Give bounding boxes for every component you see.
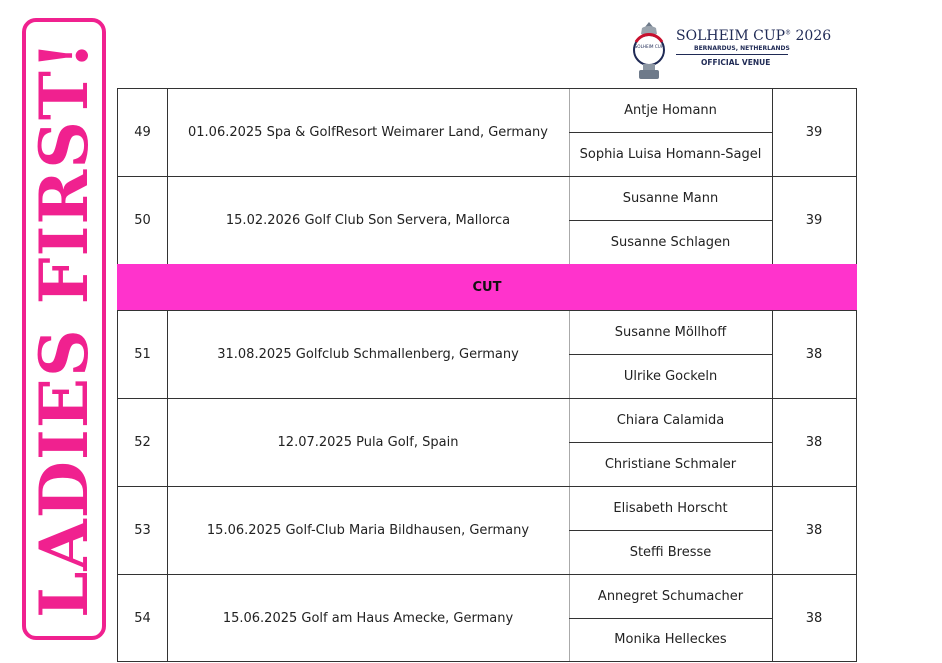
player-pair [569, 575, 773, 661]
table-row [117, 88, 857, 176]
score: 38 [805, 610, 823, 626]
event-info: 31.08.2025 Golfclub Schmallenberg, Germany [167, 311, 570, 398]
score: 39 [805, 125, 823, 140]
rank-number: 50 [118, 177, 168, 264]
player-name: Steffi Bresse [629, 545, 712, 560]
event-info: 12.07.2025 Pula Golf, Spain [167, 399, 570, 486]
cup-text: SOLHEIM CUP [634, 44, 664, 49]
event-info: 15.06.2025 Golf-Club Maria Bildhausen, Germany [167, 487, 570, 574]
player-name: Sophia Luisa Homann-Sagel [579, 147, 762, 162]
event-info: 15.06.2025 Golf am Haus Amecke, Germany [167, 575, 570, 661]
side-banner [22, 18, 106, 640]
rank-number: 51 [118, 311, 168, 398]
player-pair [569, 177, 773, 264]
player-pair [569, 311, 773, 398]
player-name: Chiara Calamida [569, 399, 772, 443]
table-row [117, 310, 857, 398]
rank-number: 54 [118, 575, 168, 661]
player-pair [569, 399, 773, 486]
solheim-cup-logo [626, 20, 832, 82]
player-name: Antje Homann [569, 89, 772, 133]
rank-number: 53 [118, 487, 168, 574]
logo-divider [676, 54, 788, 55]
table-row [117, 486, 857, 574]
table-row [117, 176, 857, 264]
logo-venue: OFFICIAL VENUE [701, 58, 771, 67]
score: 38 [805, 523, 823, 538]
event-info: 15.02.2026 Golf Club Son Servera, Mallorca [167, 177, 570, 264]
banner-text: LADIES FIRST! [25, 40, 103, 618]
score: 39 [805, 213, 823, 228]
player-name: Christiane Schmaler [604, 457, 737, 472]
rank-number: 52 [118, 399, 168, 486]
cut-line-row: CUT [117, 264, 857, 310]
player-name: Susanne Schlagen [610, 235, 731, 250]
trophy-icon [626, 20, 672, 82]
player-name: Elisabeth Horscht [569, 487, 772, 531]
player-pair [569, 487, 773, 574]
table-row [117, 398, 857, 486]
player-name: Susanne Möllhoff [569, 311, 772, 355]
score: 38 [805, 435, 823, 450]
logo-subtitle: BERNARDUS, NETHERLANDS [694, 45, 790, 52]
rank-number: 49 [118, 89, 168, 176]
table-row [117, 574, 857, 662]
player-name: Annegret Schumacher [569, 575, 772, 619]
player-name: Ulrike Gockeln [623, 369, 718, 384]
player-name: Susanne Mann [569, 177, 772, 221]
ranking-table [117, 88, 857, 662]
player-name: Monika Helleckes [614, 632, 727, 648]
logo-title: SOLHEIM CUP® 2026 [676, 28, 832, 44]
event-info: 01.06.2025 Spa & GolfResort Weimarer Land, Germany [167, 89, 570, 176]
score: 38 [805, 347, 823, 362]
player-pair [569, 89, 773, 176]
